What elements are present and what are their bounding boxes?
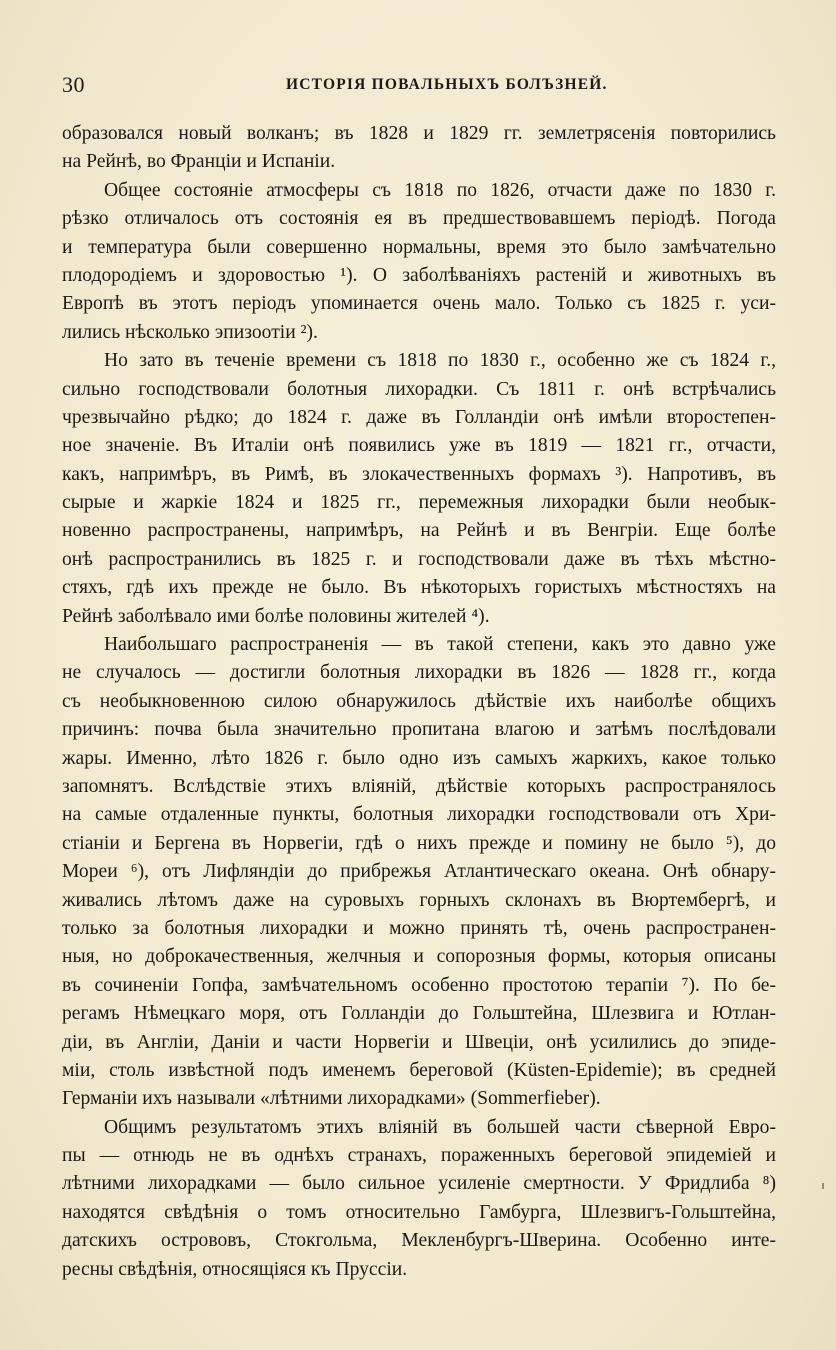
- text-line: пы — отнюдь не въ однѣхъ странахъ, пораженныхъ береговой эпидеміей и: [62, 1145, 776, 1167]
- text-line: Общее состояніе атмосферы съ 1818 по 1826, отчасти даже по 1830 г.: [104, 179, 776, 201]
- text-line: лились нѣсколько эпизоотіи ²).: [62, 321, 318, 343]
- text-line: стяхъ, гдѣ ихъ прежде не было. Въ нѣкоторыхъ гористыхъ мѣстностяхъ на: [62, 577, 776, 599]
- text-line: онѣ распространились въ 1825 г. и господствовали даже въ тѣхъ мѣстно-: [62, 548, 776, 570]
- text-line: ныя, но доброкачественныя, желчныя и сопорозныя формы, которыя описаны: [62, 946, 776, 968]
- text-line: Но зато въ теченіе времени съ 1818 по 1830 г., особенно же съ 1824 г.,: [104, 350, 776, 372]
- page-number: 30: [62, 72, 85, 97]
- text-line: рѣзко отличалось отъ состоянія ея въ предшествовавшемъ періодѣ. Погода: [62, 208, 776, 230]
- text-line: живались лѣтомъ даже на суровыхъ горныхъ склонахъ въ Вюртембергѣ, и: [62, 889, 776, 911]
- text-line: причинъ: почва была значительно пропитана влагою и затѣмъ послѣдовали: [62, 719, 776, 741]
- text-line: сырые и жаркіе 1824 и 1825 гг., перемежныя лихорадки были необык-: [62, 492, 776, 514]
- text-line: сильно господствовали болотныя лихорадки. Съ 1811 г. онѣ встрѣчались: [62, 378, 776, 400]
- text-line: ресны свѣдѣнія, относящіяся къ Пруссіи.: [62, 1258, 408, 1280]
- text-line: датскихъ острововъ, Стокгольма, Мекленбургъ-Шверина. Особенно инте-: [62, 1230, 776, 1252]
- page-header: [62, 72, 776, 102]
- text-line: Европѣ въ этотъ періодъ упоминается очень мало. Только съ 1825 г. уси-: [62, 293, 776, 315]
- text-line: на самые отдаленные пункты, болотныя лихорадки господствовали отъ Хри-: [62, 804, 776, 826]
- text-line: съ необыкновенною силою обнаружилось дѣйствіе ихъ наиболѣе общихъ: [62, 690, 776, 712]
- text-line: регамъ Нѣмецкаго моря, отъ Голландіи до Гольштейна, Шлезвига и Ютлан-: [62, 1003, 776, 1025]
- text-line: Общимъ результатомъ этихъ вліяній въ большей части сѣверной Евро-: [104, 1116, 776, 1138]
- text-line: запомнятъ. Вслѣдствіе этихъ вліяній, дѣйствіе которыхъ распространялось: [62, 775, 776, 797]
- text-line: находятся свѣдѣнія о томъ относительно Гамбурга, Шлезвигъ-Гольштейна,: [62, 1201, 776, 1223]
- text-line: жары. Именно, лѣто 1826 г. было одно изъ самыхъ жаркихъ, какое только: [62, 747, 776, 769]
- text-line: какъ, напримѣръ, въ Римѣ, въ злокачественныхъ формахъ ³). Напротивъ, въ: [62, 463, 776, 485]
- text-line: лѣтними лихорадками — было сильное усиленіе смертности. У Фридлиба ⁸): [62, 1173, 776, 1195]
- text-line: плодородіемъ и здоровостью ¹). О заболѣваніяхъ растеній и животныхъ въ: [62, 264, 776, 286]
- text-line: ное значеніе. Въ Италіи онѣ появились уже въ 1819 — 1821 гг., отчасти,: [62, 435, 776, 457]
- running-title: ИСТОРІЯ ПОВАЛЬНЫХЪ БОЛЪЗНЕЙ.: [286, 76, 608, 93]
- text-line: Наибольшаго распространенія — въ такой степени, какъ это давно уже: [104, 634, 776, 656]
- text-line: стіаніи и Бергена въ Норвегіи, гдѣ о нихъ прежде и помину не было ⁵), до: [62, 832, 776, 854]
- text-line: только за болотныя лихорадки и можно принять тѣ, очень распространен-: [62, 917, 776, 939]
- text-line: Германіи ихъ называли «лѣтними лихорадками» (Sommerfieber).: [62, 1088, 601, 1110]
- text-line: на Рейнѣ, во Франціи и Испаніи.: [62, 151, 336, 173]
- margin-mark: [822, 1183, 824, 1189]
- text-line: и температура были совершенно нормальны, время это было замѣчательно: [62, 236, 776, 258]
- text-line: образовался новый волканъ; въ 1828 и 1829 гг. землетрясенія повторились: [62, 123, 776, 144]
- text-line: чрезвычайно рѣдко; до 1824 г. даже въ Голландіи онѣ имѣли второстепен-: [62, 406, 776, 428]
- text-line: въ сочиненіи Гопфа, замѣчательномъ особенно простотою терапіи ⁷). По бе-: [62, 974, 776, 996]
- text-line: Рейнѣ заболѣвало ими болѣе половины жителей ⁴).: [62, 605, 490, 627]
- text-line: діи, въ Англіи, Даніи и части Норвегіи и Швеціи, онѣ усилились до эпиде-: [62, 1031, 776, 1053]
- text-line: міи, столь извѣстной подъ именемъ береговой (Küsten-Epidemie); въ средней: [62, 1059, 776, 1081]
- text-line: новенно распространены, напримѣръ, на Рейнѣ и въ Венгріи. Еще болѣе: [62, 520, 776, 542]
- text-line: не случалось — достигли болотныя лихорадки въ 1826 — 1828 гг., когда: [62, 662, 776, 684]
- body-text: [62, 120, 776, 1284]
- text-line: Мореи ⁶), отъ Лифляндіи до прибрежья Атлантическаго океана. Онѣ обнару-: [62, 861, 776, 883]
